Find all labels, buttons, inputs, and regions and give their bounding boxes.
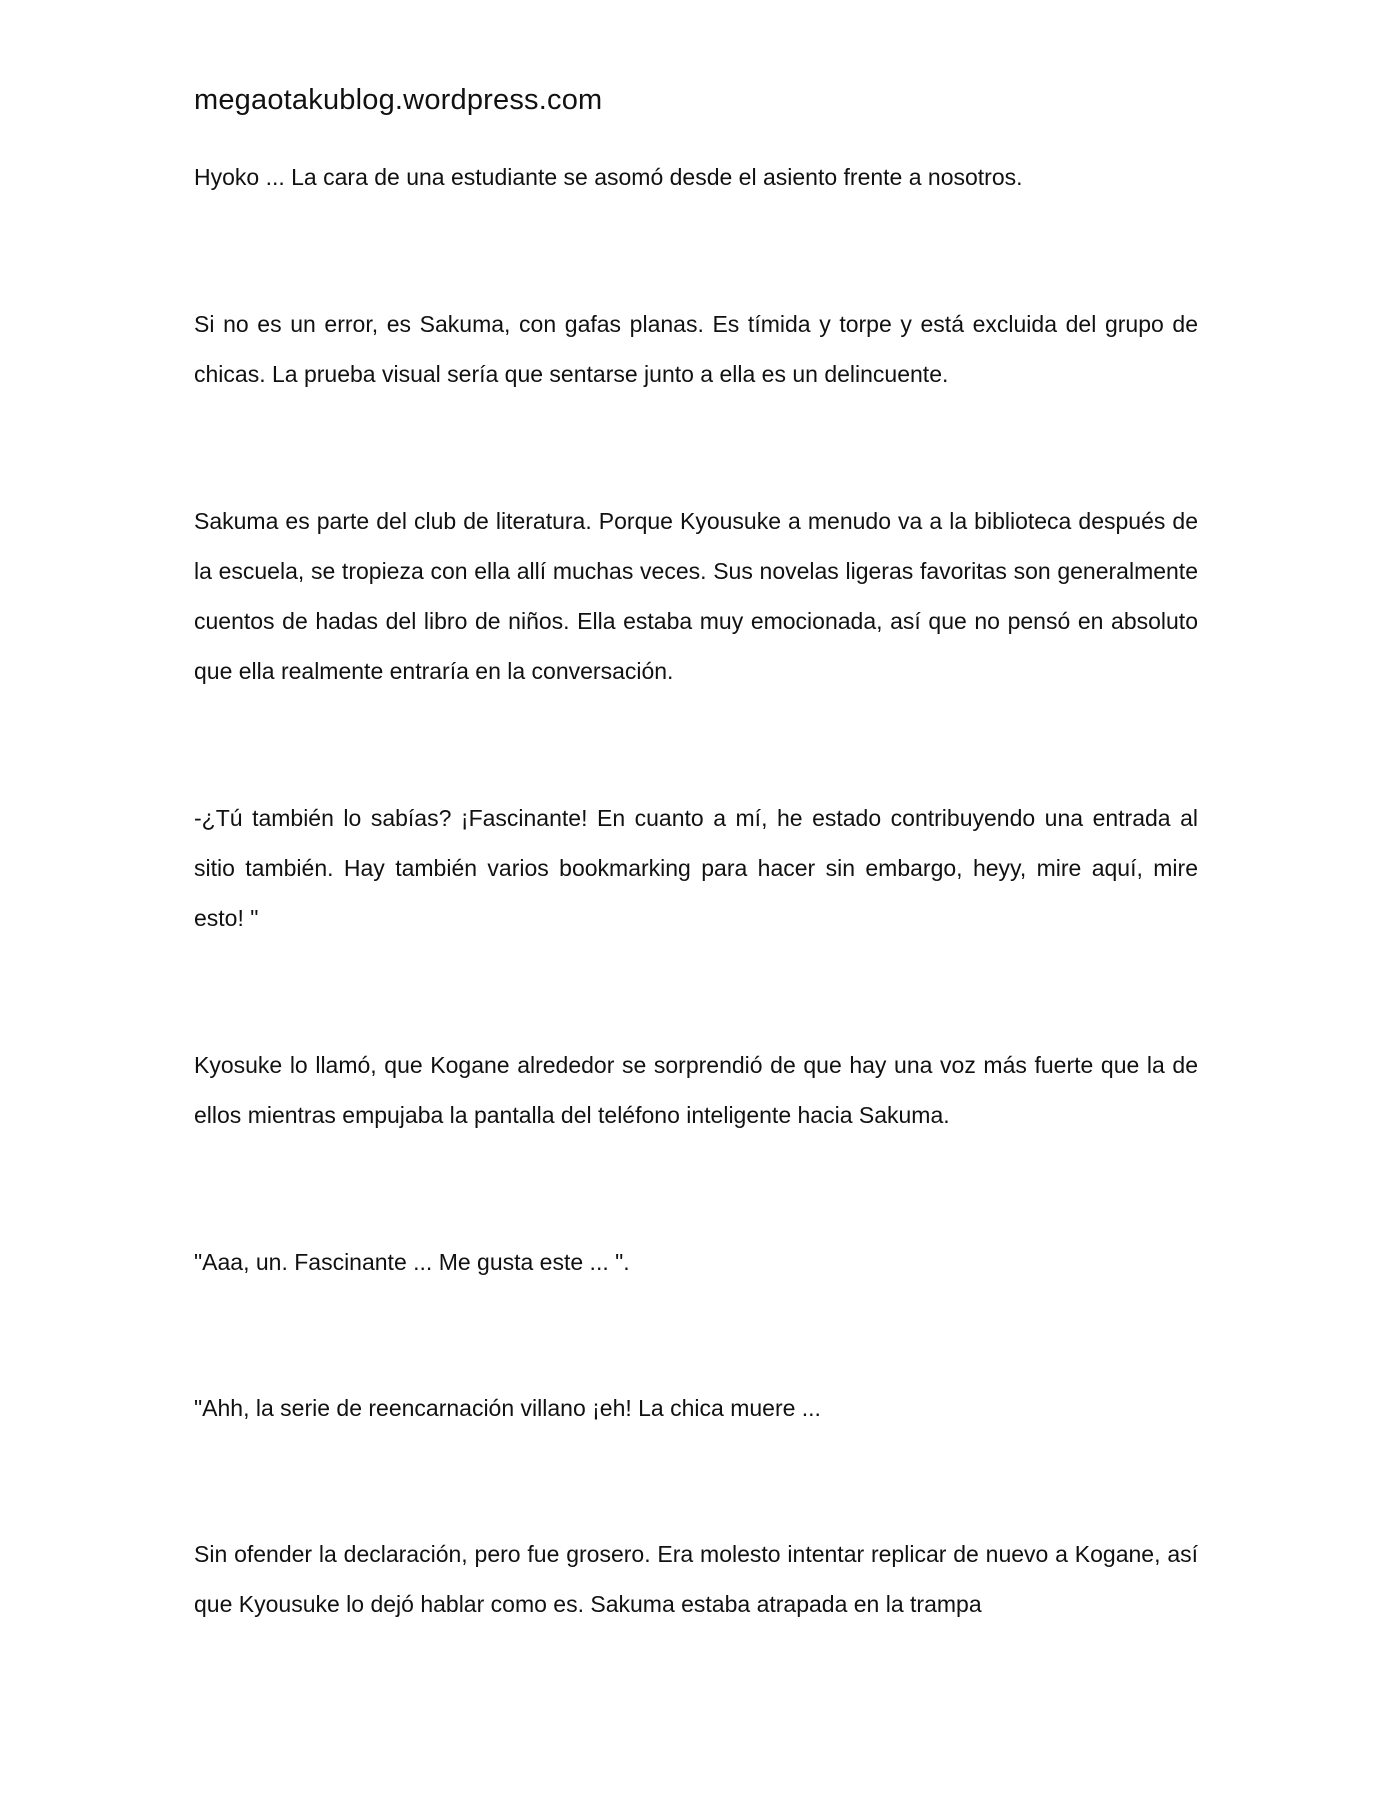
paragraph-2: Si no es un error, es Sakuma, con gafas planas. Es tímida y torpe y está excluida del grupo de chicas. La prueba visual sería que sentarse junto a ella es un delincuente. <box>194 311 1198 387</box>
site-header: megaotakublog.wordpress.com <box>194 84 603 116</box>
paragraph-5: Kyosuke lo llamó, que Kogane alrededor se sorprendió de que hay una voz más fuerte que la de ellos mientras empujaba la pantalla del teléfono inteligente hacia Sakuma. <box>194 1052 1198 1128</box>
paragraph-gap <box>194 943 1198 1040</box>
paragraph-gap <box>194 1140 1198 1237</box>
paragraph-gap <box>194 1287 1198 1383</box>
paragraph-8: Sin ofender la declaración, pero fue grosero. Era molesto intentar replicar de nuevo a Kogane, así que Kyousuke lo dejó hablar como es. Sakuma estaba atrapada en la trampa <box>194 1541 1198 1617</box>
paragraph-gap <box>194 399 1198 496</box>
paragraph-6: "Aaa, un. Fascinante ... Me gusta este ... ". <box>194 1249 630 1275</box>
paragraph-gap <box>194 202 1198 299</box>
paragraph-7: "Ahh, la serie de reencarnación villano ¡eh! La chica muere ... <box>194 1395 821 1421</box>
paragraph-gap <box>194 1433 1198 1529</box>
paragraph-gap <box>194 696 1198 793</box>
paragraph-1: Hyoko ... La cara de una estudiante se asomó desde el asiento frente a nosotros. <box>194 164 1023 190</box>
paragraph-3: Sakuma es parte del club de literatura. Porque Kyousuke a menudo va a la biblioteca después de la escuela, se tropieza con ella allí muchas veces. Sus novelas ligeras favoritas son generalmente cuentos de hadas del libro de niños. Ella estaba muy emocionada, así que no pensó en absoluto que ella realmente entraría en la conversación. <box>194 508 1198 684</box>
paragraph-4: -¿Tú también lo sabías? ¡Fascinante! En cuanto a mí, he estado contribuyendo una entrada al sitio también. Hay también varios bookmarking para hacer sin embargo, heyy, mire aquí, mire esto! " <box>194 805 1198 931</box>
